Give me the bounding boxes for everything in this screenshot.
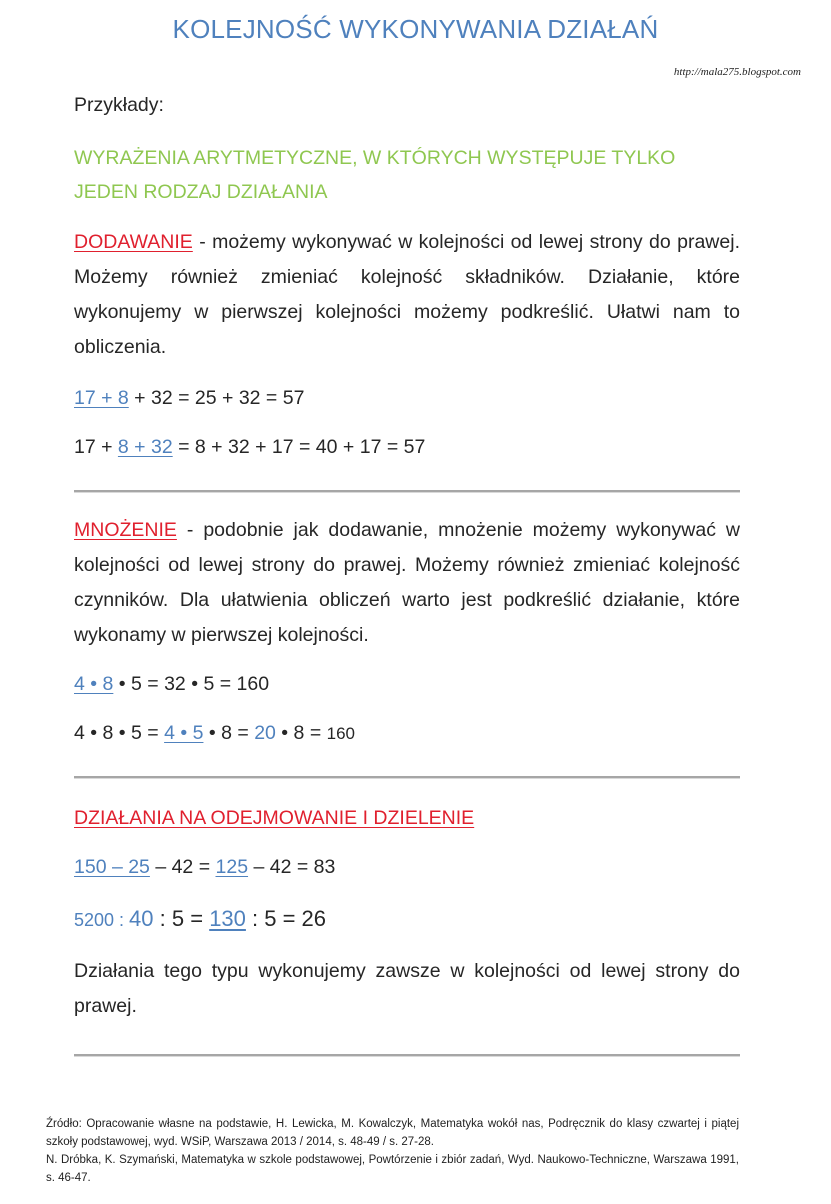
- addition-example-2-underlined: 8 + 32: [117, 436, 173, 458]
- addition-example-1-underlined: 17 + 8: [74, 387, 129, 409]
- section1-heading: WYRAŻENIA ARYTMETYCZNE, W KTÓRYCH WYSTĘPUJE TYLKO JEDEN RODZAJ DZIAŁANIA: [74, 147, 676, 203]
- main-content: [74, 88, 740, 1057]
- section3-note: Działania tego typu wykonujemy zawsze w kolejności od lewej strony do prawej.: [74, 960, 740, 1017]
- multiplication-example-2-end: 160: [326, 724, 355, 743]
- division-example-blue-small: 5200 :: [74, 910, 130, 930]
- addition-example-1: [74, 381, 740, 416]
- divider-3: [74, 1054, 740, 1057]
- multiplication-example-2-start: 4 • 8 • 5 =: [74, 722, 165, 744]
- multiplication-example-1: [74, 667, 740, 702]
- footer-source-1: Źródło: Opracowanie własne na podstawie, H. Lewicka, M. Kowalczyk, Matematyka wokół nas, Podręcznik do klasy czwartej i piątej szkoły podstawowej, wyd. WSiP, Warszawa 2013 / 2014, s. 48-49 / s. 27-28.: [46, 1118, 739, 1148]
- division-example: [74, 901, 740, 938]
- multiplication-example-2-mid2: • 8 =: [275, 722, 327, 744]
- subtraction-example: [74, 850, 740, 885]
- division-example-blue-big: 40: [129, 906, 154, 931]
- multiplication-term: MNOŻENIE: [74, 519, 177, 541]
- divider-2: [74, 776, 740, 779]
- subtraction-example-mid: – 42 =: [149, 856, 216, 878]
- addition-example-1-rest: + 32 = 25 + 32 = 57: [128, 387, 305, 409]
- examples-label: Przykłady:: [74, 94, 164, 116]
- multiplication-example-1-underlined: 4 • 8: [74, 673, 114, 695]
- multiplication-example-2-blue: 20: [254, 722, 276, 744]
- multiplication-example-2: [74, 716, 740, 751]
- division-example-rest: : 5 = 26: [245, 906, 327, 931]
- multiplication-example-1-rest: • 5 = 32 • 5 = 160: [113, 673, 270, 695]
- multiplication-paragraph: [74, 513, 740, 653]
- subtraction-example-rest: – 42 = 83: [248, 856, 336, 878]
- addition-example-2-start: 17 +: [74, 436, 118, 458]
- addition-example-2: [74, 430, 740, 465]
- blog-url: http://mala275.blogspot.com: [673, 66, 801, 78]
- page-title: KOLEJNOŚĆ WYKONYWANIA DZIAŁAŃ: [172, 14, 659, 44]
- footer-sources: [46, 1115, 739, 1187]
- addition-example-2-rest: = 8 + 32 + 17 = 40 + 17 = 57: [172, 436, 426, 458]
- multiplication-example-2-mid: • 8 =: [203, 722, 255, 744]
- addition-paragraph: [74, 225, 740, 365]
- addition-text: - możemy wykonywać w kolejności od lewej strony do prawej. Możemy również zmieniać kolejność składników. Działanie, które wykonujemy w pierwszej kolejności możemy podkreślić. Ułatwi nam to obliczenia.: [74, 231, 740, 358]
- addition-term: DODAWANIE: [74, 231, 193, 253]
- multiplication-text: - podobnie jak dodawanie, mnożenie możemy wykonywać w kolejności od lewej strony do prawej. Możemy również zmieniać kolejność czynników. Dla ułatwienia obliczeń warto jest podkreślić działanie, które wykonamy w pierwszej kolejności.: [74, 519, 740, 646]
- footer-source-2: N. Dróbka, K. Szymański, Matematyka w szkole podstawowej, Powtórzenie i zbiór zadań, Wyd. Naukowo-Techniczne, Warszawa 1991, s. 46-47.: [46, 1154, 739, 1184]
- subtraction-example-underlined-2: 125: [215, 856, 249, 878]
- divider-1: [74, 490, 740, 493]
- division-example-underlined: 130: [209, 906, 246, 931]
- section3-heading: DZIAŁANIA NA ODEJMOWANIE I DZIELENIE: [74, 807, 475, 829]
- multiplication-example-2-underlined: 4 • 5: [164, 722, 204, 744]
- division-example-mid: : 5 =: [153, 906, 210, 931]
- subtraction-example-underlined: 150 – 25: [74, 856, 150, 878]
